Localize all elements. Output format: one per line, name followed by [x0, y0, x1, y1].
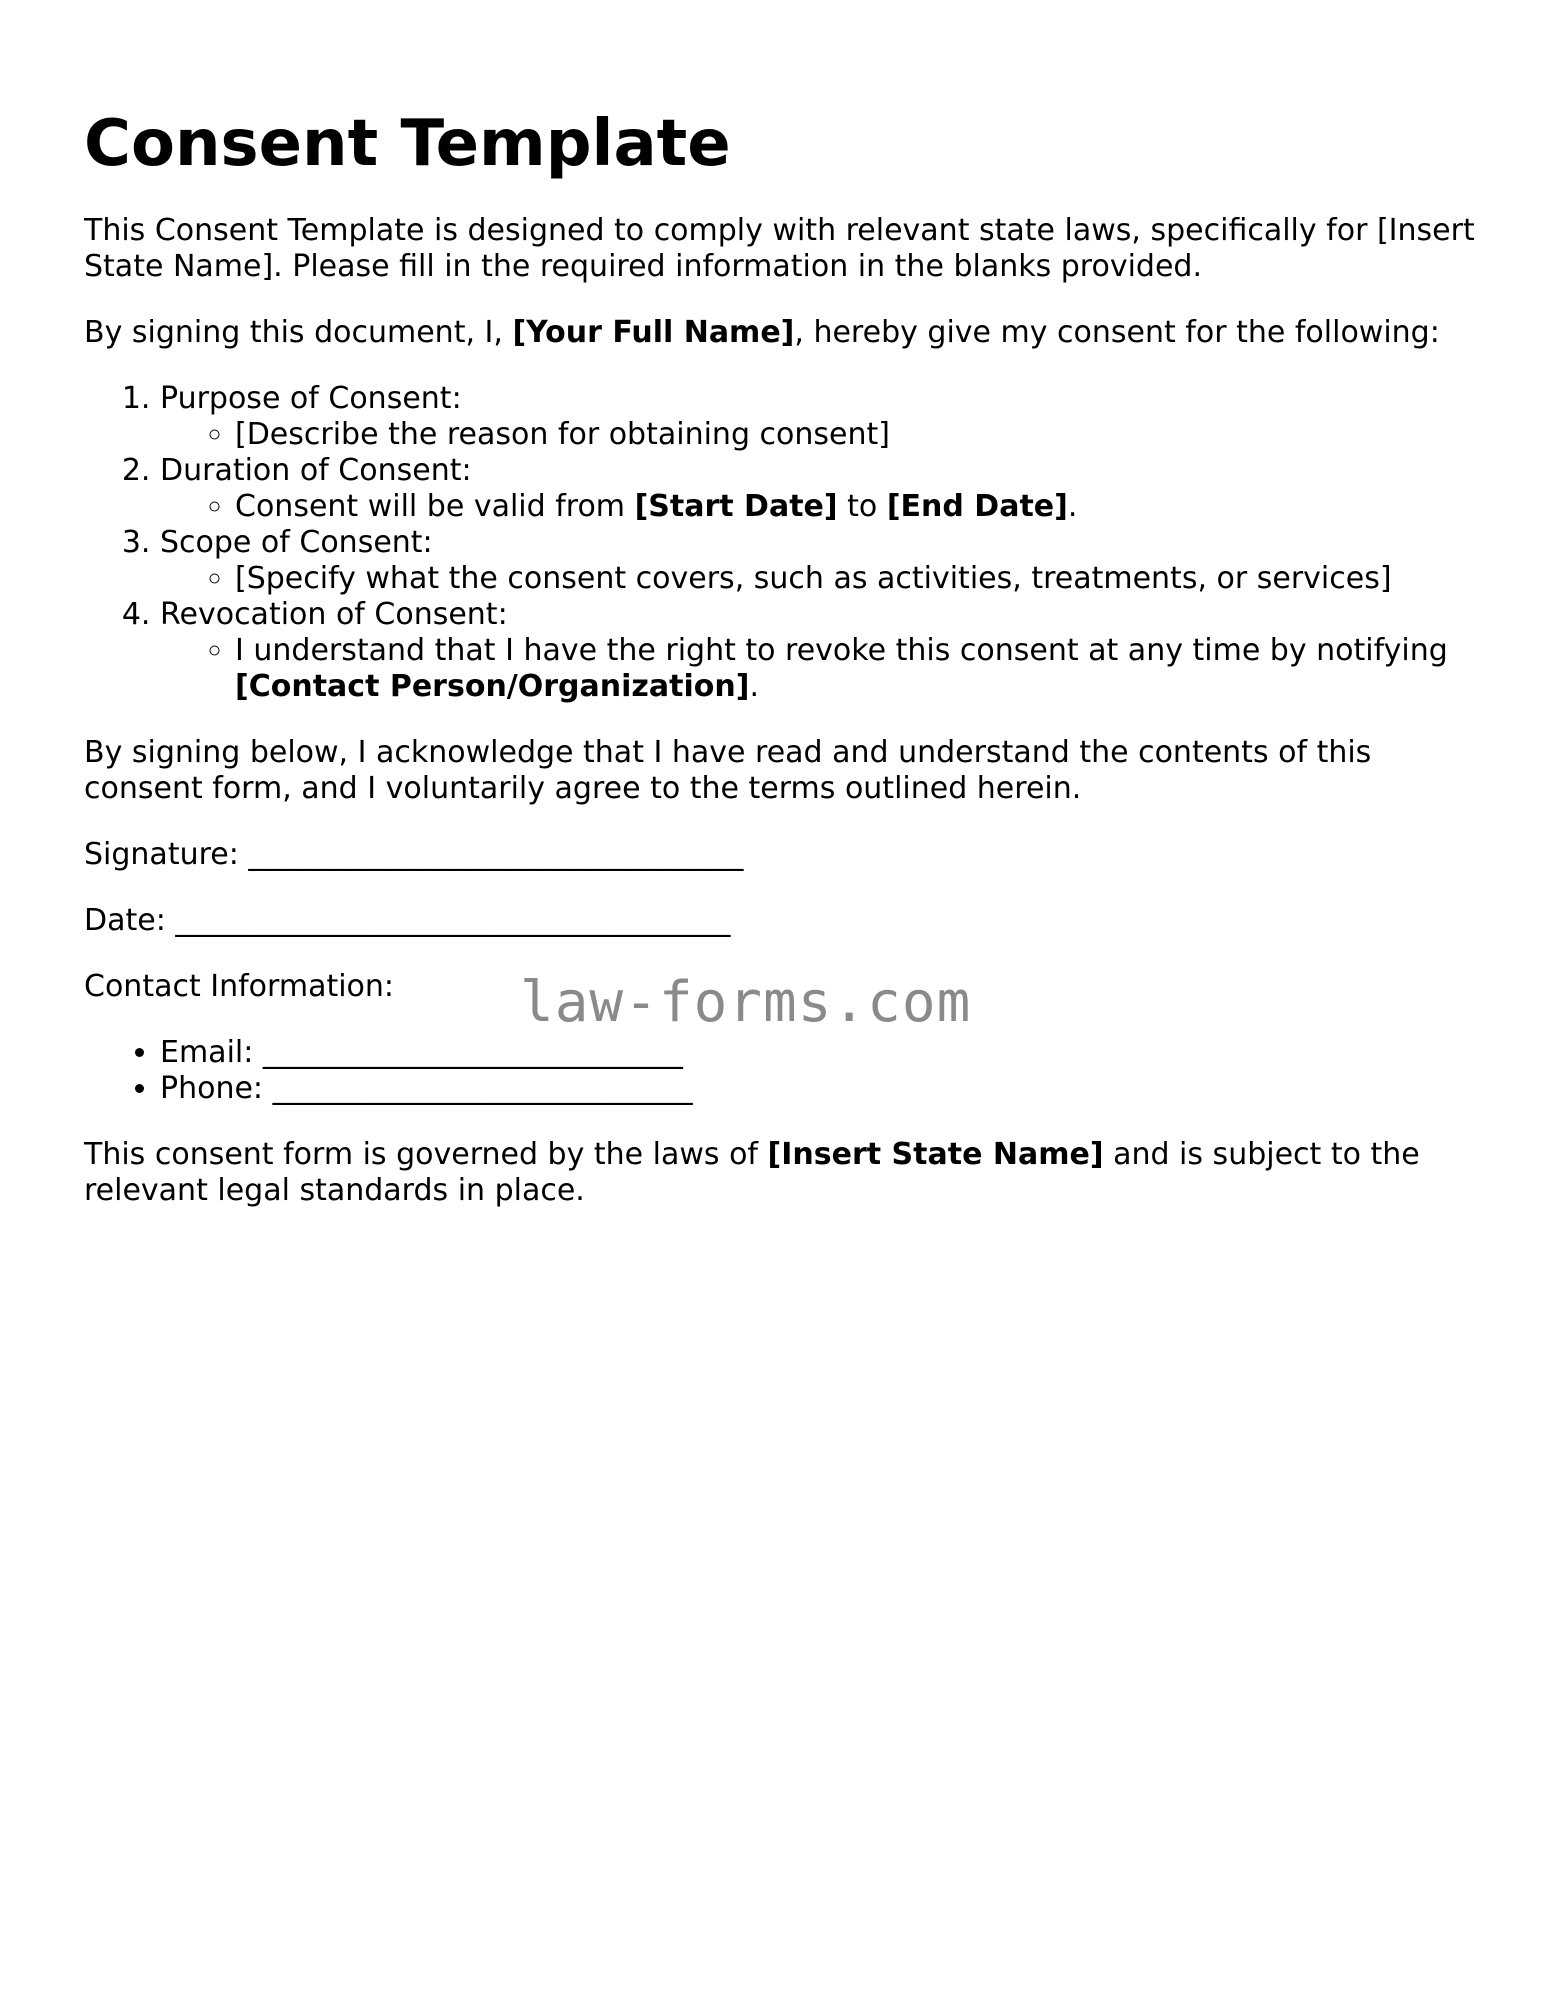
phone-line: • Phone: ____________________________ — [160, 1071, 1484, 1107]
section-detail — [235, 489, 1484, 525]
email-line: • Email: ____________________________ — [160, 1035, 1484, 1071]
page-title: Consent Template — [84, 107, 731, 181]
governing-law-paragraph — [84, 1137, 1484, 1209]
section-detail-list — [160, 417, 1484, 453]
section-revocation — [160, 597, 1484, 705]
section-detail-list — [160, 489, 1484, 525]
consent-statement — [84, 315, 1484, 351]
contact-information-list — [84, 1035, 1484, 1107]
section-detail: ◦ [Specify what the consent covers, such as activities, treatments, or services] — [235, 561, 1484, 597]
governing-law-before: This consent form is governed by the laws of — [84, 1137, 768, 1172]
section-detail — [235, 633, 1484, 705]
acknowledgement-paragraph: By signing below, I acknowledge that I have read and understand the contents of this consent form, and I voluntarily agree to the terms outlined herein. — [84, 735, 1372, 806]
section-purpose — [160, 381, 1484, 453]
section-heading: Purpose of Consent: — [160, 381, 462, 416]
watermark: law-forms.com — [520, 970, 972, 1035]
section-detail: ◦ [Describe the reason for obtaining consent] — [235, 417, 1484, 453]
start-date-placeholder: [Start Date] — [634, 489, 838, 524]
governing-law-after: and is subject to the relevant legal standards in place. — [84, 1137, 1420, 1208]
date-line: Date: _____________________________________ — [84, 903, 731, 938]
section-heading: Duration of Consent: — [160, 453, 472, 488]
section-heading: Revocation of Consent: — [160, 597, 508, 632]
revocation-text-end: . — [749, 669, 759, 704]
section-detail-list — [160, 633, 1484, 705]
signature-line: Signature: _________________________________ — [84, 837, 744, 872]
section-duration — [160, 453, 1484, 525]
duration-text-before: Consent will be valid from — [235, 489, 635, 524]
contact-person-placeholder: [Contact Person/Organization] — [235, 669, 750, 704]
contact-information-heading: Contact Information: — [84, 969, 395, 1004]
consent-statement-before: By signing this document, I, — [84, 315, 513, 350]
section-scope — [160, 525, 1484, 597]
end-date-placeholder: [End Date] — [886, 489, 1068, 524]
consent-statement-after: , hereby give my consent for the following: — [794, 315, 1440, 350]
full-name-placeholder: [Your Full Name] — [512, 315, 795, 350]
duration-text-end: . — [1067, 489, 1078, 524]
state-name-placeholder: [Insert State Name] — [767, 1137, 1104, 1172]
consent-document — [84, 104, 1484, 1209]
duration-text-mid: to — [837, 489, 887, 524]
intro-paragraph: This Consent Template is designed to comply with relevant state laws, specifically for [Insert State Name]. Please fill in the required information in the blanks provided. — [84, 213, 1475, 284]
consent-sections-list — [84, 381, 1484, 705]
section-heading: Scope of Consent: — [160, 525, 433, 560]
section-detail-list — [160, 561, 1484, 597]
revocation-text-before: I understand that I have the right to revoke this consent at any time by notifying — [235, 633, 1448, 668]
